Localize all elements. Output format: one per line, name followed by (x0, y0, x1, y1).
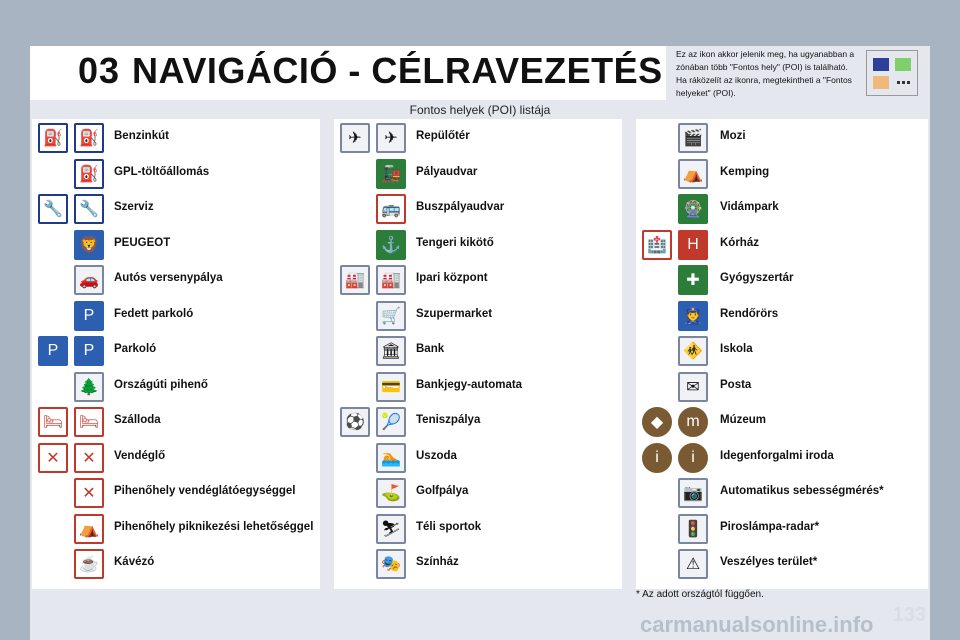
speed-camera-icon: 📷 (678, 478, 708, 508)
watermark: carmanualsonline.info (640, 612, 874, 637)
poi-label: Benzinkút (114, 130, 169, 142)
peugeot-lion-icon: 🦁 (74, 230, 104, 260)
poi-cluster-icon (866, 50, 918, 96)
poi-item (334, 157, 622, 191)
footnote: * Az adott országtól függően. (636, 589, 764, 600)
post-envelope-icon: ✉ (678, 372, 708, 402)
poi-item (636, 263, 928, 297)
poi-label: Pályaudvar (416, 165, 478, 178)
bank-icon: 🏛 (376, 336, 406, 366)
bus-icon: 🚌 (376, 194, 406, 224)
poi-label: Pihenőhely piknikezési lehetőséggel (114, 520, 314, 533)
cluster-note: Ez az ikon akkor jelenik meg, ha ugyanabban a zónában több "Fontos hely" (POI) is található. Ha ráközelít az ikonra, megtekintheti a "Fontos helyeket" (POI). (676, 49, 855, 98)
fuel-pump-icon: ⛽ (38, 123, 68, 153)
amusement-park-icon: 🎡 (678, 194, 708, 224)
poi-label: Golfpálya (416, 485, 469, 497)
poi-item (32, 192, 320, 226)
coffee-cup-icon: ☕ (74, 549, 104, 579)
museum-m-icon: m (678, 407, 708, 437)
restaurant-cutlery-icon: ✕ (38, 443, 68, 473)
rest-restaurant-icon: ✕ (74, 478, 104, 508)
wrench-icon: 🔧 (74, 194, 104, 224)
poi-item (636, 157, 928, 191)
covered-parking-icon: P (74, 301, 104, 331)
poi-label: GPL-töltőállomás (114, 165, 210, 178)
poi-label: Autós versenypálya (114, 272, 223, 284)
poi-label: Idegenforgalmi iroda (720, 449, 834, 462)
poi-item (32, 157, 320, 191)
danger-zone-icon: ⚠ (678, 549, 708, 579)
poi-label: Vidámpark (720, 201, 779, 213)
school-icon: 🚸 (678, 336, 708, 366)
poi-item (334, 441, 622, 475)
tourist-info-icon: i (642, 443, 672, 473)
poi-label: Posta (720, 378, 752, 391)
poi-label: Mozi (720, 130, 746, 142)
poi-label: Szerviz (114, 201, 154, 213)
poi-label: Múzeum (720, 414, 766, 426)
poi-item (636, 192, 928, 226)
camping-icon: ⛺ (678, 159, 708, 189)
poi-label: Ipari központ (416, 272, 488, 284)
poi-item (32, 405, 320, 439)
poi-label: Kórház (720, 236, 759, 249)
poi-item (32, 476, 320, 510)
museum-icon: ◆ (642, 407, 672, 437)
hotel-bed-icon: 🛏 (38, 407, 68, 437)
rest-area-icon: 🌲 (74, 372, 104, 402)
info-i-icon: i (678, 443, 708, 473)
poi-label: Kemping (720, 165, 770, 178)
poi-item (636, 121, 928, 155)
poi-label: Rendőrörs (720, 307, 779, 320)
poi-item (334, 121, 622, 155)
picnic-icon: ⛺ (74, 514, 104, 544)
poi-item (636, 476, 928, 510)
industry-grid-icon: 🏭 (376, 265, 406, 295)
skiing-icon: ⛷ (376, 514, 406, 544)
poi-item (636, 512, 928, 546)
pharmacy-cross-icon: ✚ (678, 265, 708, 295)
poi-item (32, 512, 320, 546)
poi-item (636, 441, 928, 475)
poi-item (636, 405, 928, 439)
theater-icon: 🎭 (376, 549, 406, 579)
industry-grid-icon: 🏭 (340, 265, 370, 295)
poi-item (334, 192, 622, 226)
poi-label: Szupermarket (416, 307, 493, 320)
poi-item (334, 228, 622, 262)
page-number: 133 (892, 604, 926, 626)
gpl-pump-icon: ⛽ (74, 159, 104, 189)
poi-label: Automatikus sebességmérés* (720, 485, 884, 497)
hotel-bed-icon: 🛏 (74, 407, 104, 437)
poi-label: Fedett parkoló (114, 307, 194, 320)
poi-item (32, 547, 320, 581)
fuel-pump-icon: ⛽ (74, 123, 104, 153)
poi-item (334, 405, 622, 439)
police-icon: 👮 (678, 301, 708, 331)
wrench-icon: 🔧 (38, 194, 68, 224)
sport-grid-icon: ⚽ (340, 407, 370, 437)
poi-label: Kávézó (114, 556, 155, 568)
red-light-camera-icon: 🚦 (678, 514, 708, 544)
poi-label: Bankjegy-automata (416, 378, 523, 391)
poi-label: Uszoda (416, 449, 457, 462)
chapter-number: 03 (78, 50, 121, 91)
poi-label: Repülőtér (416, 130, 470, 142)
poi-item (334, 476, 622, 510)
poi-label: Téli sportok (416, 520, 482, 533)
golf-icon: ⛳ (376, 478, 406, 508)
airport-grid-icon: ✈ (340, 123, 370, 153)
hospital-building-icon: 🏥 (642, 230, 672, 260)
train-icon: 🚂 (376, 159, 406, 189)
poi-label: Színház (416, 556, 459, 568)
poi-item (32, 441, 320, 475)
poi-item (334, 299, 622, 333)
poi-item (636, 547, 928, 581)
poi-item (334, 547, 622, 581)
poi-label: Piroslámpa-radar* (720, 520, 820, 533)
port-ship-icon: ⚓ (376, 230, 406, 260)
restaurant-cutlery-icon: ✕ (74, 443, 104, 473)
poi-item (636, 228, 928, 262)
poi-item (32, 334, 320, 368)
poi-label: Bank (416, 343, 445, 355)
poi-item (334, 263, 622, 297)
poi-label: Gyógyszertár (720, 272, 794, 284)
poi-list-subtitle: Fontos helyek (POI) listája (409, 103, 551, 117)
poi-item (32, 263, 320, 297)
poi-item (32, 370, 320, 404)
poi-label: Buszpályaudvar (416, 201, 505, 213)
parking-icon: P (38, 336, 68, 366)
atm-icon: 💳 (376, 372, 406, 402)
poi-label: PEUGEOT (114, 236, 171, 249)
poi-item (32, 299, 320, 333)
airplane-icon: ✈ (376, 123, 406, 153)
poi-label: Iskola (720, 343, 753, 355)
poi-item (32, 228, 320, 262)
parking-icon: P (74, 336, 104, 366)
poi-label: Szálloda (114, 414, 161, 426)
poi-label: Pihenőhely vendéglátóegységgel (114, 485, 296, 497)
swimming-icon: 🏊 (376, 443, 406, 473)
tennis-icon: 🎾 (376, 407, 406, 437)
poi-item (636, 299, 928, 333)
poi-item (334, 334, 622, 368)
cinema-icon: 🎬 (678, 123, 708, 153)
poi-label: Veszélyes terület* (720, 556, 818, 568)
poi-item (636, 334, 928, 368)
page-title: NAVIGÁCIÓ - CÉLRAVEZETÉS (132, 50, 663, 91)
poi-label: Országúti pihenő (114, 378, 208, 391)
poi-item (334, 370, 622, 404)
poi-item (334, 512, 622, 546)
shopping-cart-icon: 🛒 (376, 301, 406, 331)
racetrack-icon: 🚗 (74, 265, 104, 295)
poi-label: Vendéglő (114, 449, 166, 462)
hospital-h-icon: H (678, 230, 708, 260)
poi-label: Tengeri kikötő (416, 236, 494, 249)
poi-item (636, 370, 928, 404)
poi-item (32, 121, 320, 155)
poi-label: Parkoló (114, 343, 157, 355)
poi-label: Teniszpálya (416, 414, 481, 426)
